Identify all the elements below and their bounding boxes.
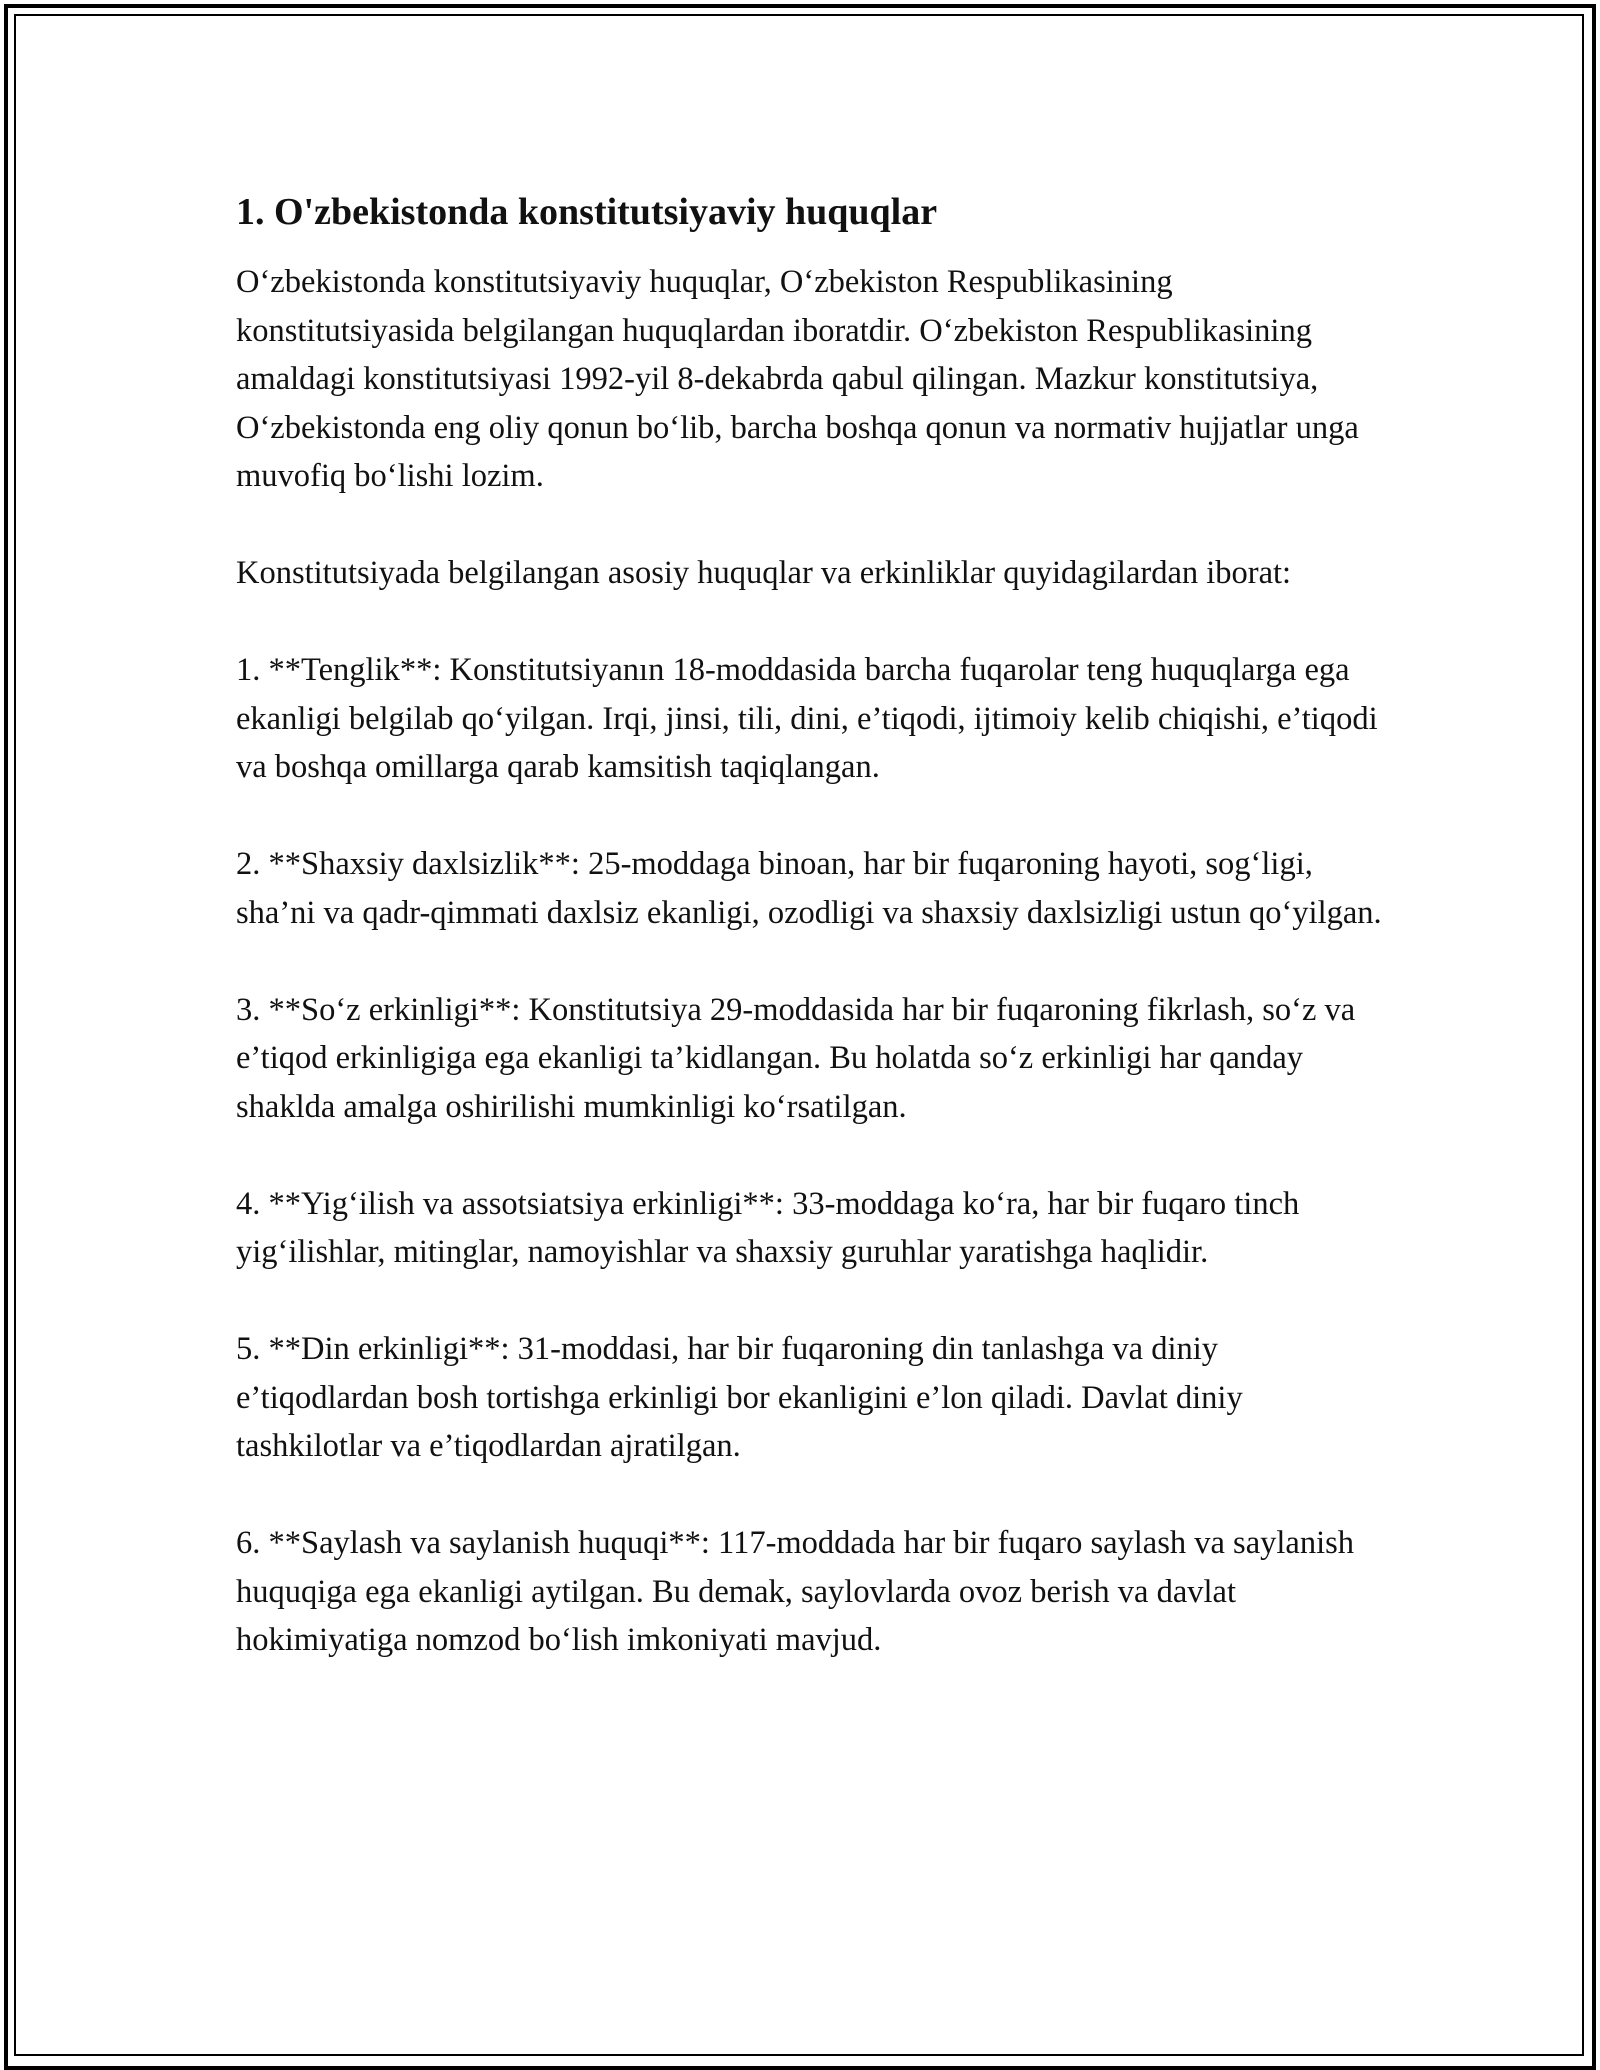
list-item: 2. **Shaxsiy daxlsizlik**: 25-moddaga binoan, har bir fuqaroning hayoti, sog‘ligi, sha’ni va qadr-qimmati daxlsiz ekanligi, ozodligi va shaxsiy daxlsizligi ustun qo‘yilgan. (236, 846, 1382, 931)
list-item: 3. **So‘z erkinligi**: Konstitutsiya 29-moddasida har bir fuqaroning fikrlash, so‘z va e’tiqod erkinligiga ega ekanligi ta’kidlangan. Bu holatda so‘z erkinligi har qanday shaklda amalga oshirilishi mumkinligi ko‘rsatilgan. (236, 991, 1356, 1125)
list-intro-paragraph: Konstitutsiyada belgilangan asosiy huquqlar va erkinliklar quyidagilardan iborat: (236, 555, 1292, 591)
list-item: 1. **Tenglik**: Konstitutsiyanın 18-moddasida barcha fuqarolar teng huquqlarga ega ekanligi belgilab qo‘yilgan. Irqi, jinsi, tili, dini, e’tiqodi, ijtimoiy kelib chiqishi, e’tiqodi va boshqa omillarga qarab kamsitish taqiqlangan. (236, 652, 1378, 785)
rights-list (236, 646, 1386, 1665)
document-body (236, 188, 1386, 1665)
intro-paragraph: O‘zbekistonda konstitutsiyaviy huquqlar, O‘zbekiston Respublikasining konstitutsiyasida belgilangan huquqlardan iboratdir. O‘zbekiston Respublikasining amaldagi konstitutsiyasi 1992-yil 8-dekabrda qabul qilingan. Mazkur konstitutsiya, O‘zbekistonda eng oliy qonun bo‘lib, barcha boshqa qonun va normativ hujjatlar unga muvofiq bo‘lishi lozim. (236, 264, 1359, 494)
list-item: 4. **Yig‘ilish va assotsiatsiya erkinligi**: 33-moddaga ko‘ra, har bir fuqaro tinch yig‘ilishlar, mitinglar, namoyishlar va shaxsiy guruhlar yaratishga haqlidir. (236, 1185, 1300, 1270)
list-item: 5. **Din erkinligi**: 31-moddasi, har bir fuqaroning din tanlashga va diniy e’tiqodlardan bosh tortishga erkinligi bor ekanligini e’lon qiladi. Davlat diniy tashkilotlar va e’tiqodlardan ajratilgan. (236, 1331, 1243, 1464)
document-title: 1. O'zbekistonda konstitutsiyaviy huquqlar (236, 191, 938, 233)
list-item: 6. **Saylash va saylanish huquqi**: 117-moddada har bir fuqaro saylash va saylanish huquqiga ega ekanligi aytilgan. Bu demak, saylovlarda ovoz berish va davlat hokimiyatiga nomzod bo‘lish imkoniyati mavjud. (236, 1525, 1355, 1658)
